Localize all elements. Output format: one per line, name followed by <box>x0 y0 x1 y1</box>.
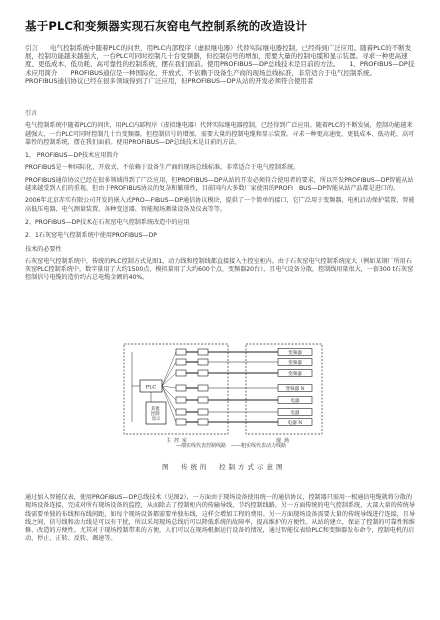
terminal-block <box>176 385 186 391</box>
section-heading: 引言 <box>25 110 38 117</box>
figure-legend: —细实线代表控制线路 ——粗实线代表动力线路 <box>176 443 287 449</box>
paragraph: 石灰窑电气控制系统中，传统的PLC控制方式见图1，动力线和控制线都直接接入主控室柜内。由于石灰窑电气控制系统庞大（例如某钢厂所用石灰窑PLC控制系统中，数字量用了大约1500点，模拟量用了大约600个点，变频器20台），且电气设备分散，控制线用量很大，一套300 t石灰窑控制信号电缆的造价约占总电缆金额的40%。 <box>25 257 414 282</box>
terminal-block <box>198 359 208 365</box>
figure-caption: 图 传统的 控制方式示意图 <box>162 463 286 471</box>
plc-label: PLC <box>145 384 157 391</box>
paragraph: 2006年北京赤实有限公司开发的嵌入式PRO—FIBUS—DP通信协议模块，提供了一个简单的接口，它广泛用于变频器、电机启动保护装置、智能高低压电器、电气测量装置、各种变送器、智能现场测量设备及仪表等等。 <box>25 197 415 213</box>
device-label: 电器 <box>290 410 300 416</box>
other-control-label: 其他 控制 显示 <box>151 407 161 422</box>
terminal-block <box>176 370 186 376</box>
control-line <box>162 373 176 386</box>
terminal-block <box>198 370 208 376</box>
section-heading: 1、 PROFIBUS—DP技术应用简介 <box>25 152 119 160</box>
terminal-block <box>198 349 208 355</box>
terminal-block <box>198 409 208 415</box>
terminal-block <box>176 397 186 403</box>
terminal-block <box>198 385 208 391</box>
control-line <box>162 352 176 386</box>
section-heading: 2、PROFIBUS—DP技术在石灰窑电气控制系统改造中的应用 <box>25 218 190 226</box>
vfd-label: 变频器 <box>288 360 302 366</box>
paragraph: PROFIBUS是一种国际化、开放式、不依赖于设备生产商的现场总线标准，非常适合于电气控制系统。 <box>25 164 300 172</box>
device-label: 电器 N <box>287 420 303 426</box>
abstract <box>25 44 417 85</box>
section-heading: 2．1石灰窑电气控制系统中使用PROFIBUS—DP <box>25 232 157 240</box>
page-title: 基于PLC和变频器实现石灰窑电气控制系统的改造设计 <box>25 19 308 33</box>
section-heading: 技术的必要性 <box>25 245 62 253</box>
terminal-block <box>176 349 186 355</box>
vfd-label: 变频器 <box>288 350 302 356</box>
terminal-block <box>176 419 186 425</box>
paragraph: 电气控制系统中随着PLC的问世，用PLC内部程序（虚拟继电器）代替实际继电器控制，已经得到广泛应用。随着PLC的不断发展，控制功能越来越强大，一台PLC可同时控制几十台变频器，但控制信号的增加，需要大量的控制电缆和显示装置。寻求一种更高速度、更低成本、低功耗、高可靠性的控制系统，摆在我们面前。使用PROFIBUS—DP总线技术是目前的方法。 <box>25 122 415 146</box>
terminal-block <box>198 397 208 403</box>
body-text-top <box>25 110 417 283</box>
terminal-block <box>198 419 208 425</box>
control-line <box>162 362 176 386</box>
control-line <box>162 386 176 400</box>
terminal-block <box>176 409 186 415</box>
body-text-bottom <box>25 494 417 544</box>
paragraph: PROFIBUS通信协议已经在很多领域得到了广泛应用，但PROFIBUS—DP从站的开发必须符合使用者的要求，所以开发PROFIBUS—DP智能从站越来越受到人们的重视，但由于PROFIBUS协议的复杂和繁琐性，目前国内大多数厂家使用的PROFI BUS—DP智能从站产品都是进口的。 <box>25 176 414 193</box>
control-diagram <box>118 340 328 452</box>
terminal-block <box>176 359 186 365</box>
paragraph: 通过加入智能仪表，使用PROFIBUS—DP总线技术（见图2），一方面由于现场设备使用统一的通信协议，控制器只需用一根通信电缆就将分散的现场设备连接，完成对所有现场设备的监控，从而除去了控制柜内的传输导线，节约控制线路。另一方面传统的电气控制系统，大部大量的传统导线需要单独的布线和布线间距，如每个现场设备都需要单独布线，这样会增加工程的费用。另一方面现场设备需要大量的传统导线进行连接，且导线之间，信号线和动力线是可以有干扰，所以采用现场总线后可以降低系统的故障率，提高维护的方便性。从站的建立，保证了控制的可靠性和维修、改造的方便性。尤其对于现场控制带来的方便，人们可以在现场根据运行设备的情况，通过智能仪表给PLC和变频器发布命令，控制电机的启动、停止、正转、反转、调速等。 <box>25 494 415 543</box>
main-room-label: 主控室 <box>165 438 191 444</box>
field-label: 现场 <box>275 438 293 444</box>
vfd-label: 变频器 N <box>285 386 305 392</box>
device-label: 电器 <box>290 398 300 404</box>
abstract-text: 电气控制系统中随着PLC的问世，用PLC内部程序（虚拟继电器）代替实际继电器控制，已经得到广泛应用。随着PLC的不断发展，控制功能越来越强大，一台PLC可同时控制几十台变频器，但控制信号的增加，需要大量的控制电缆和显示装置。寻求一种更高速度、更低成本、低功耗、高可靠性的控制系统，摆在我们面前。使用PROFIBUS—DP总线技术是目前的方法。 1、PROFIBUS—DP技术应用简介 PROFIBUS通信是一种国际化、开放式、不依赖于设备生产商的现场总线标准，非常适合于电气控制系统。 PROFIBUS通信协议已经在很多领域得到了广泛应用，但PROFIBUS—DP从站的开发必须符合使用者 <box>25 44 415 85</box>
control-line <box>162 386 176 388</box>
abstract-label: 引言 <box>25 44 38 52</box>
vfd-label: 变频器 <box>288 371 302 377</box>
